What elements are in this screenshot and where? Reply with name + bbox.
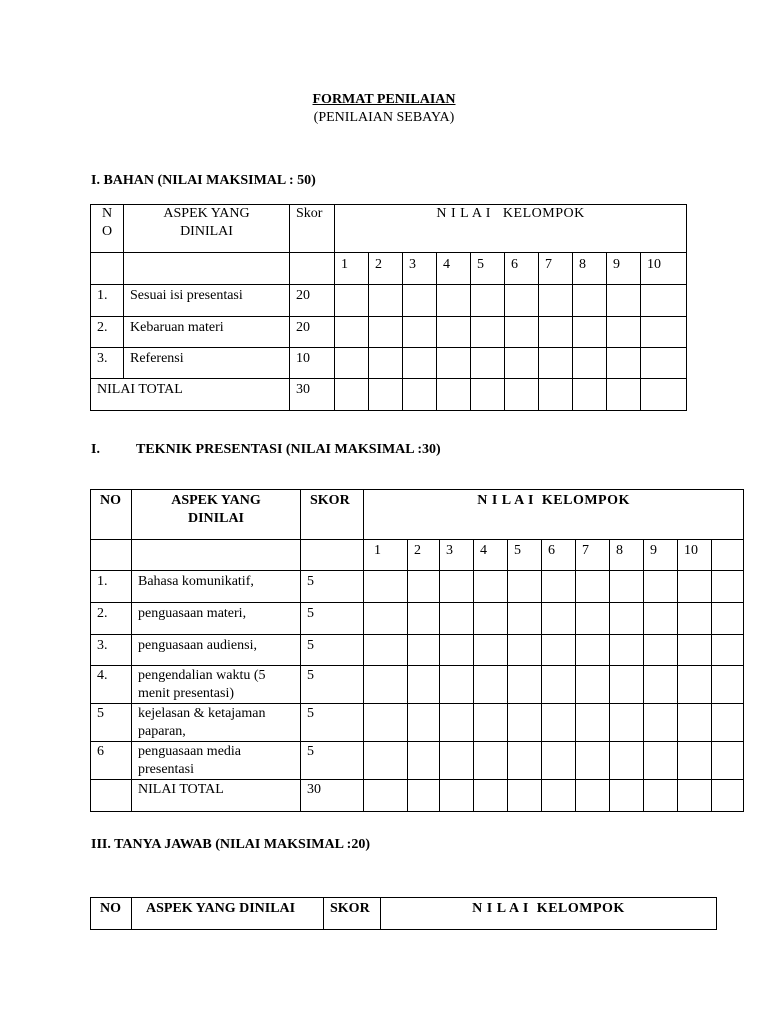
header-no: NO bbox=[91, 898, 132, 930]
row-no: 6 bbox=[91, 742, 132, 780]
group-number: 5 bbox=[471, 253, 505, 285]
header-nilai-kelompok: N I L A I KELOMPOK bbox=[381, 898, 717, 930]
row-no: 2. bbox=[91, 603, 132, 635]
row-aspek: pengendalian waktu (5 menit presentasi) bbox=[132, 666, 301, 704]
total-row bbox=[91, 780, 744, 812]
row-skor: 5 bbox=[301, 635, 364, 666]
group-number: 9 bbox=[644, 540, 678, 571]
total-value: 30 bbox=[301, 780, 364, 812]
header-no: N O bbox=[91, 205, 124, 253]
table-row bbox=[91, 635, 744, 666]
section-2-heading: TEKNIK PRESENTASI (NILAI MAKSIMAL :30) bbox=[136, 442, 441, 457]
group-number: 2 bbox=[408, 540, 440, 571]
header-skor: SKOR bbox=[301, 490, 364, 540]
row-aspek: penguasaan audiensi, bbox=[132, 635, 301, 666]
row-skor: 5 bbox=[301, 571, 364, 603]
table-row bbox=[91, 285, 687, 317]
table-teknik-presentasi bbox=[90, 489, 744, 812]
group-number: 5 bbox=[508, 540, 542, 571]
group-number: 9 bbox=[607, 253, 641, 285]
group-number: 7 bbox=[576, 540, 610, 571]
group-numbers-row bbox=[91, 540, 744, 571]
row-aspek: Bahasa komunikatif, bbox=[132, 571, 301, 603]
group-number: 10 bbox=[641, 253, 687, 285]
header-nilai-kelompok: N I L A I KELOMPOK bbox=[364, 490, 744, 540]
table-row bbox=[91, 704, 744, 742]
table-bahan bbox=[90, 204, 687, 411]
total-row bbox=[91, 379, 687, 411]
group-number: 8 bbox=[610, 540, 644, 571]
header-skor: SKOR bbox=[324, 898, 381, 930]
row-no: 4. bbox=[91, 666, 132, 704]
total-label: NILAI TOTAL bbox=[132, 780, 301, 812]
row-skor: 20 bbox=[290, 285, 335, 317]
row-no: 2. bbox=[91, 317, 124, 348]
row-skor: 20 bbox=[290, 317, 335, 348]
table-row bbox=[91, 317, 687, 348]
table-row bbox=[91, 348, 687, 379]
row-skor: 5 bbox=[301, 603, 364, 635]
group-number: 8 bbox=[573, 253, 607, 285]
row-aspek: Sesuai isi presentasi bbox=[124, 285, 290, 317]
row-aspek: penguasaan materi, bbox=[132, 603, 301, 635]
table-tanya-jawab bbox=[90, 897, 717, 930]
row-no: 3. bbox=[91, 348, 124, 379]
group-number: 4 bbox=[474, 540, 508, 571]
group-number: 6 bbox=[505, 253, 539, 285]
header-no: NO bbox=[91, 490, 132, 540]
group-numbers-row bbox=[91, 253, 687, 285]
header-aspek: ASPEK YANG DINILAI bbox=[132, 490, 301, 540]
row-skor: 5 bbox=[301, 742, 364, 780]
row-aspek: kejelasan & ketajaman paparan, bbox=[132, 704, 301, 742]
group-number: 10 bbox=[678, 540, 712, 571]
row-no: 1. bbox=[91, 571, 132, 603]
table-row bbox=[91, 666, 744, 704]
page-title: FORMAT PENILAIAN bbox=[312, 92, 456, 107]
row-no: 3. bbox=[91, 635, 132, 666]
row-aspek: penguasaan media presentasi bbox=[132, 742, 301, 780]
total-value: 30 bbox=[290, 379, 335, 411]
group-number: 6 bbox=[542, 540, 576, 571]
page-subtitle: (PENILAIAN SEBAYA) bbox=[313, 110, 455, 125]
row-skor: 10 bbox=[290, 348, 335, 379]
row-aspek: Referensi bbox=[124, 348, 290, 379]
row-skor: 5 bbox=[301, 704, 364, 742]
row-no: 5 bbox=[91, 704, 132, 742]
group-number: 3 bbox=[403, 253, 437, 285]
group-number: 4 bbox=[437, 253, 471, 285]
group-number: 1 bbox=[364, 540, 408, 571]
group-number: 1 bbox=[335, 253, 369, 285]
row-no: 1. bbox=[91, 285, 124, 317]
group-number: 7 bbox=[539, 253, 573, 285]
row-skor: 5 bbox=[301, 666, 364, 704]
section-2-heading-number: I. bbox=[91, 442, 100, 457]
row-aspek: Kebaruan materi bbox=[124, 317, 290, 348]
section-3-heading: III. TANYA JAWAB (NILAI MAKSIMAL :20) bbox=[91, 837, 371, 852]
section-1-heading: I. BAHAN (NILAI MAKSIMAL : 50) bbox=[91, 173, 316, 188]
group-number: 2 bbox=[369, 253, 403, 285]
total-label: NILAI TOTAL bbox=[91, 379, 290, 411]
table-row bbox=[91, 603, 744, 635]
header-nilai-kelompok: N I L A I KELOMPOK bbox=[335, 205, 687, 253]
header-aspek: ASPEK YANG DINILAI bbox=[124, 205, 290, 253]
table-row bbox=[91, 571, 744, 603]
group-number: 3 bbox=[440, 540, 474, 571]
table-row bbox=[91, 742, 744, 780]
header-skor: Skor bbox=[290, 205, 335, 253]
header-aspek: ASPEK YANG DINILAI bbox=[132, 898, 324, 930]
